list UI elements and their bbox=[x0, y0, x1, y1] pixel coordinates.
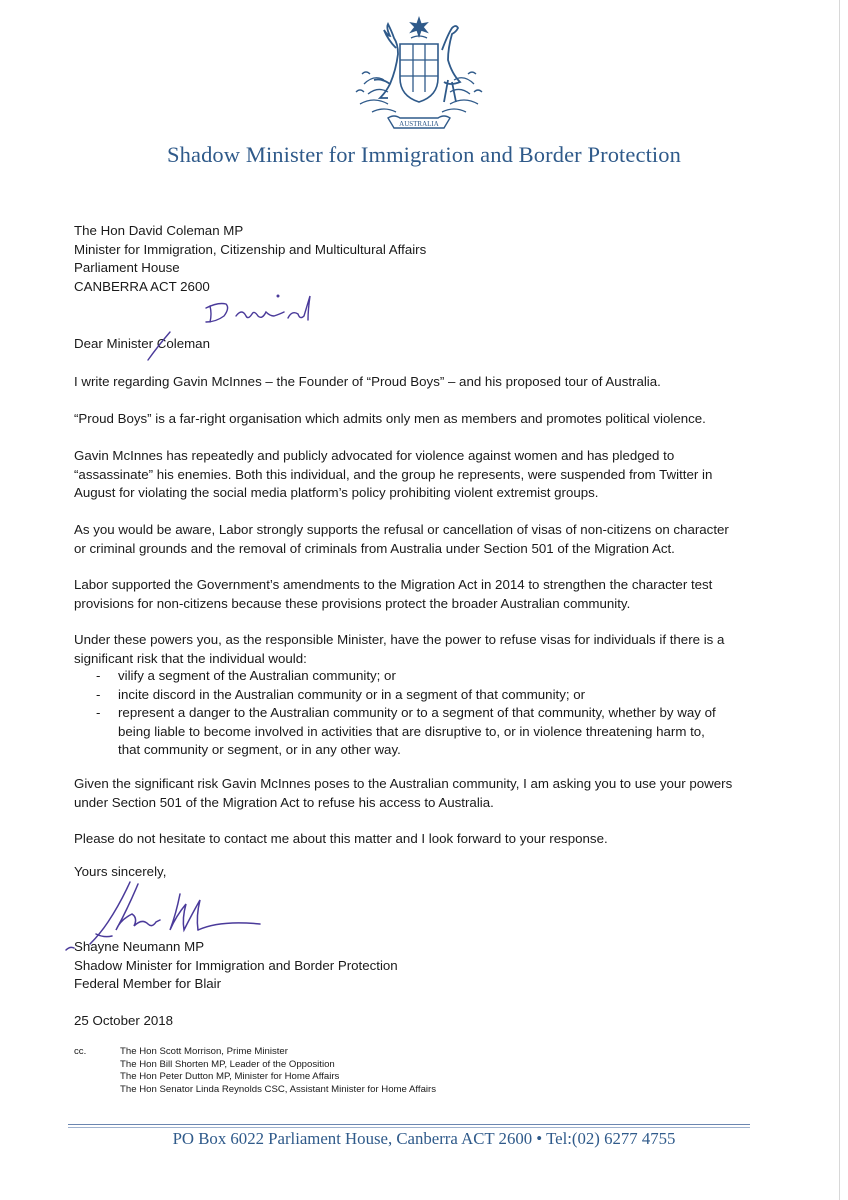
footer-divider bbox=[68, 1127, 750, 1128]
paragraph-4 bbox=[74, 521, 774, 558]
paragraph-6 bbox=[74, 631, 774, 668]
handwritten-greeting bbox=[196, 292, 326, 332]
list-item-text: represent a danger to the Australian community or to a segment of that community, whether by way of bbox=[118, 705, 716, 721]
paragraph-2 bbox=[74, 410, 774, 429]
bullet-dash: - bbox=[96, 705, 101, 721]
address-line: CANBERRA ACT 2600 bbox=[74, 278, 210, 294]
cc-recipient: The Hon Peter Dutton MP, Minister for Home Affairs bbox=[120, 1071, 340, 1083]
paragraph-line: August for violating the social media platform’s policy prohibiting violent extremist groups. bbox=[74, 485, 599, 501]
list-item-text: being liable to become involved in activities that are disruptive to, or in violence threatening harm to, bbox=[118, 723, 705, 739]
coat-of-arms-icon bbox=[344, 14, 494, 138]
paragraph-line: significant risk that the individual would: bbox=[74, 650, 307, 666]
address-line: Parliament House bbox=[74, 260, 180, 276]
address-line: The Hon David Coleman MP bbox=[74, 223, 244, 238]
list-item-text: incite discord in the Australian community or in a segment of that community; or bbox=[118, 686, 586, 702]
list-item-text: vilify a segment of the Australian community; or bbox=[118, 668, 396, 683]
letter-date: 25 October 2018 bbox=[74, 1013, 174, 1028]
paragraph-line: As you would be aware, Labor strongly supports the refusal or cancellation of visas of non-citizens on character bbox=[74, 522, 729, 537]
list-item bbox=[74, 686, 774, 705]
address-line: Minister for Immigration, Citizenship and Multicultural Affairs bbox=[74, 241, 427, 257]
salutation: Dear Minister Coleman bbox=[74, 336, 210, 351]
recipient-address bbox=[74, 222, 426, 296]
list-item-text: that community or segment, or in any other way. bbox=[118, 742, 401, 758]
cc-recipient: The Hon Bill Shorten MP, Leader of the Opposition bbox=[120, 1058, 335, 1070]
paragraph-line: I write regarding Gavin McInnes – the Founder of “Proud Boys” – and his proposed tour of Australia. bbox=[74, 374, 661, 389]
pen-stroke bbox=[144, 328, 174, 364]
crest-motto: AUSTRALIA bbox=[399, 120, 439, 128]
footer-divider bbox=[68, 1124, 750, 1125]
signer-name: Shayne Neumann MP bbox=[74, 939, 205, 954]
signer-block bbox=[74, 938, 398, 994]
paragraph-line: “assassinate” his enemies. Both this individual, and the group he represents, were suspended from Twitter in bbox=[74, 466, 713, 482]
closing: Yours sincerely, bbox=[74, 864, 167, 879]
paragraph-3 bbox=[74, 447, 774, 503]
paragraph-line: Under these powers you, as the responsible Minister, have the power to refuse visas for individuals if there is a bbox=[74, 632, 725, 647]
list-item bbox=[74, 667, 774, 686]
signer-electorate: Federal Member for Blair bbox=[74, 976, 222, 992]
paragraph-line: provisions for non-citizens because these provisions protect the broader Australian community. bbox=[74, 595, 631, 611]
paragraph-1 bbox=[74, 373, 774, 392]
risk-list bbox=[74, 667, 774, 760]
cc-list bbox=[120, 1046, 436, 1096]
page-edge bbox=[839, 0, 840, 1200]
signer-title: Shadow Minister for Immigration and Border Protection bbox=[74, 957, 398, 973]
cc-recipient: The Hon Scott Morrison, Prime Minister bbox=[120, 1046, 288, 1057]
office-title: Shadow Minister for Immigration and Border Protection bbox=[167, 142, 681, 167]
cc-label: cc. bbox=[74, 1046, 87, 1057]
paragraph-line: Gavin McInnes has repeatedly and publicly advocated for violence against women and has pledged to bbox=[74, 448, 675, 463]
bullet-dash: - bbox=[96, 686, 101, 702]
cc-recipient: The Hon Senator Linda Reynolds CSC, Assistant Minister for Home Affairs bbox=[120, 1083, 437, 1095]
paragraph-line: Labor supported the Government’s amendments to the Migration Act in 2014 to strengthen the character test bbox=[74, 577, 713, 592]
paragraph-line: Given the significant risk Gavin McInnes poses to the Australian community, I am asking you to use your powers bbox=[74, 776, 733, 791]
footer-contact: PO Box 6022 Parliament House, Canberra ACT 2600 • Tel:(02) 6277 4755 bbox=[172, 1129, 676, 1148]
bullet-dash: - bbox=[96, 668, 101, 683]
paragraph-5 bbox=[74, 576, 774, 613]
list-item bbox=[74, 704, 774, 760]
paragraph-8 bbox=[74, 830, 774, 849]
paragraph-7 bbox=[74, 775, 774, 812]
paragraph-line: or criminal grounds and the removal of criminals from Australia under Section 501 of the Migration Act. bbox=[74, 540, 675, 556]
paragraph-line: Please do not hesitate to contact me about this matter and I look forward to your response. bbox=[74, 831, 608, 846]
paragraph-line: under Section 501 of the Migration Act to refuse his access to Australia. bbox=[74, 794, 494, 810]
paragraph-line: “Proud Boys” is a far-right organisation which admits only men as members and promotes political violence. bbox=[74, 411, 706, 426]
